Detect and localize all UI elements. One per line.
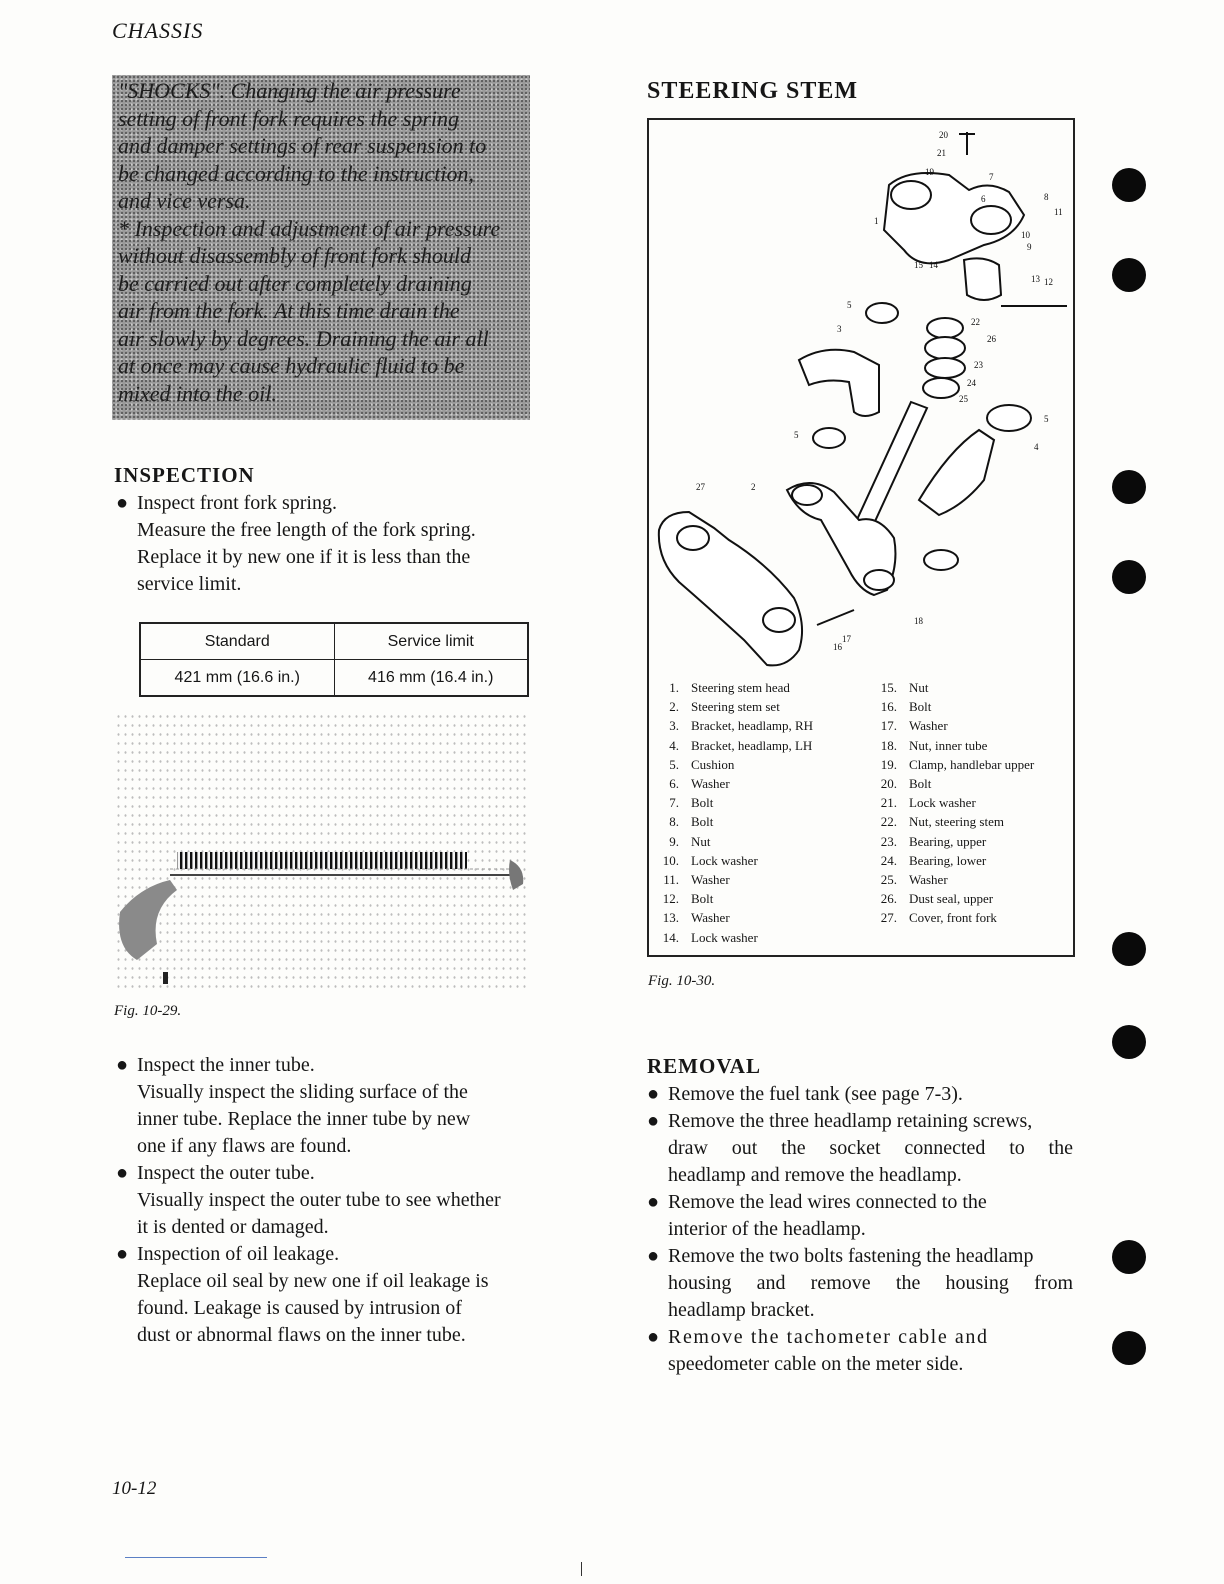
callout-16: 16	[833, 642, 842, 652]
list-item-body: dust or abnormal flaws on the inner tube.	[137, 1324, 466, 1346]
legend-item: 24. Bearing, lower	[880, 852, 987, 868]
legend-item: 12. Bolt	[662, 891, 714, 907]
fork-spring	[177, 852, 467, 869]
legend-item: 17. Washer	[880, 718, 948, 734]
callout-22: 22	[971, 317, 980, 327]
legend-item: 7. Bolt	[669, 795, 714, 811]
legend-item: 21. Lock washer	[880, 795, 976, 811]
callout-23: 23	[974, 360, 983, 370]
list-item-body: headlamp bracket.	[668, 1299, 815, 1321]
cushion	[813, 428, 845, 448]
legend-item: 6. Washer	[669, 776, 730, 792]
caliper-tip	[509, 860, 523, 890]
callout-2: 2	[751, 482, 756, 492]
legend-item: 5. Cushion	[669, 756, 735, 772]
list-item-body: one if any flaws are found.	[137, 1135, 352, 1157]
binding-hole-mark	[1112, 932, 1146, 966]
bullet-icon: ●	[647, 1326, 661, 1348]
note-line: air from the fork. At this time drain the	[118, 298, 460, 323]
bullet-icon: ●	[116, 1243, 129, 1265]
note-line: without disassembly of front fork should	[118, 243, 472, 268]
list-item: ● Inspect the inner tube.	[112, 1052, 552, 1079]
legend-item: 11. Washer	[663, 872, 730, 888]
callout-25: 25	[959, 394, 968, 404]
legend-item: 3. Bracket, headlamp, RH	[669, 718, 814, 734]
bullet-icon: ●	[647, 1110, 660, 1132]
air-pressure-note	[112, 75, 530, 420]
binding-hole-mark	[1112, 470, 1146, 504]
figure-caption: Fig. 10-30.	[648, 973, 716, 989]
legend-item: 20. Bolt	[880, 776, 932, 792]
removal-heading: REMOVAL	[647, 1054, 761, 1078]
figure-caption: Fig. 10-29.	[114, 1003, 182, 1019]
list-item-body: Visually inspect the sliding surface of the	[137, 1081, 468, 1103]
binding-hole-mark	[1112, 168, 1146, 202]
legend-item: 1. Steering stem head	[669, 680, 790, 695]
binding-hole-mark	[1112, 1025, 1146, 1059]
steering-stem-diagram	[647, 118, 1075, 957]
list-item: ● Remove the two bolts fastening the headlamp	[643, 1243, 1073, 1270]
callout-27: 27	[696, 482, 705, 492]
bullet-icon: ●	[116, 1054, 129, 1076]
legend-item: 25. Washer	[880, 872, 948, 888]
list-item-body: service limit.	[137, 573, 242, 595]
list-item-body: inner tube. Replace the inner tube by new	[137, 1108, 471, 1130]
binding-hole-mark	[1112, 258, 1146, 292]
list-item-body: interior of the headlamp.	[668, 1218, 866, 1240]
legend-item: 13. Washer	[662, 910, 730, 926]
spring-measurement-photo	[115, 712, 530, 992]
spring-photo-drawing	[115, 712, 530, 992]
bullet-icon: ●	[647, 1083, 660, 1105]
cushion	[924, 550, 958, 570]
note-line: "SHOCKS". Changing the air pressure	[118, 78, 461, 103]
callout-5c: 5	[794, 430, 799, 440]
list-item: ● Remove the tachometer cable and	[643, 1324, 1073, 1351]
note-line: be changed according to the instruction,	[118, 160, 475, 186]
note-line: mixed into the oil.	[118, 380, 277, 406]
bullet-icon: ●	[647, 1245, 660, 1267]
list-item: ● Remove the lead wires connected to the	[643, 1189, 1073, 1216]
note-line: be carried out after completely draining	[118, 270, 472, 296]
legend-item: 4. Bracket, headlamp, LH	[669, 737, 813, 753]
inspection-spring-item	[112, 490, 542, 598]
note-line: and damper settings of rear suspension to	[118, 133, 487, 158]
callout-5b: 5	[1044, 414, 1049, 424]
list-item-body: Visually inspect the outer tube to see whether	[137, 1189, 501, 1211]
callout-6: 6	[981, 194, 986, 204]
table-cell-standard: 421 mm (16.6 in.)	[140, 660, 334, 697]
binding-hole-mark	[1112, 1240, 1146, 1274]
page-number: 10-12	[112, 1478, 157, 1499]
table-row	[140, 660, 528, 697]
list-item-body: Replace oil seal by new one if oil leakage is	[137, 1270, 489, 1292]
bullet-icon: ●	[116, 492, 129, 514]
list-item: ● Remove the three headlamp retaining screws,	[643, 1108, 1073, 1135]
legend-item: 9. Nut	[669, 833, 711, 849]
list-item-body: found. Leakage is caused by intrusion of	[137, 1297, 462, 1319]
scan-line	[125, 1557, 267, 1558]
note-line: at once may cause hydraulic fluid to be	[118, 353, 465, 378]
scan-mark	[581, 1562, 582, 1576]
cushion	[987, 405, 1031, 431]
legend-right	[871, 678, 1071, 928]
list-item-body: Replace it by new one if it is less than the	[137, 546, 471, 568]
list-item: ● Inspect front fork spring.	[112, 490, 542, 517]
note-line: setting of front fork requires the spring	[118, 105, 459, 131]
callout-3: 3	[837, 324, 842, 334]
callout-7: 7	[989, 172, 994, 182]
stem-head-boss	[964, 258, 1001, 300]
legend-item: 2. Steering stem set	[669, 699, 780, 715]
note-line: * Inspection and adjustment of air pressure	[118, 215, 501, 241]
note-line: air slowly by degrees. Draining the air all	[118, 325, 489, 351]
legend-item: 14. Lock washer	[662, 929, 758, 945]
list-item-body: draw out the socket connected to the	[668, 1137, 1073, 1159]
binding-hole-mark	[1112, 560, 1146, 594]
table-header-service-limit: Service limit	[334, 623, 528, 660]
section-header: CHASSIS	[112, 18, 204, 43]
callout-26: 26	[987, 334, 996, 344]
legend-item: 23. Bearing, upper	[880, 833, 987, 849]
callout-21: 21	[937, 148, 946, 158]
callout-9: 9	[1027, 242, 1032, 252]
callout-20: 20	[939, 130, 948, 140]
list-item: ● Inspect the outer tube.	[112, 1160, 552, 1187]
legend-left	[653, 678, 863, 947]
callout-1: 1	[874, 216, 879, 226]
callout-4: 4	[1034, 442, 1039, 452]
callout-13: 13	[1031, 274, 1040, 284]
callout-12: 12	[1044, 277, 1053, 287]
list-item-body: speedometer cable on the meter side.	[668, 1353, 964, 1375]
spring-spec-table	[139, 622, 529, 697]
callout-24: 24	[967, 378, 976, 388]
binding-hole-mark	[1112, 1331, 1146, 1365]
note-line: and vice versa.	[118, 188, 251, 213]
legend-item: 16. Bolt	[880, 699, 932, 715]
legend-item: 18. Nut, inner tube	[880, 737, 988, 753]
list-item-body: it is dented or damaged.	[137, 1216, 329, 1238]
headlamp-bracket-rh	[799, 350, 879, 416]
list-item-body: headlamp and remove the headlamp.	[668, 1164, 962, 1186]
callout-15: 15	[914, 260, 923, 270]
cushion	[866, 303, 898, 323]
list-item: ● Inspection of oil leakage.	[112, 1241, 552, 1268]
callout-18: 18	[914, 616, 923, 626]
legend-item: 19. Clamp, handlebar upper	[880, 756, 1035, 772]
legend-item: 15. Nut	[880, 680, 929, 695]
table-header-row	[140, 623, 528, 660]
callout-8: 8	[1044, 192, 1049, 202]
callout-5: 5	[847, 300, 852, 310]
callout-17: 17	[842, 634, 851, 644]
callout-11: 11	[1054, 207, 1063, 217]
table-header-standard: Standard	[140, 623, 334, 660]
legend-item: 10. Lock washer	[662, 852, 758, 868]
list-item-body: Measure the free length of the fork spring.	[137, 519, 476, 541]
steering-stem-tube	[855, 402, 927, 530]
removal-list	[643, 1081, 1073, 1378]
steering-stem-heading: STEERING STEM	[647, 78, 859, 104]
bullet-icon: ●	[647, 1191, 660, 1213]
exploded-view-drawing	[649, 120, 1073, 675]
table-cell-service-limit: 416 mm (16.4 in.)	[334, 660, 528, 697]
headlamp-bracket-lh	[919, 430, 994, 515]
callout-14: 14	[929, 260, 938, 270]
legend-item: 27. Cover, front fork	[880, 910, 997, 926]
list-item: ● Remove the fuel tank (see page 7-3).	[643, 1081, 1073, 1108]
list-item-body: housing and remove the housing from	[668, 1272, 1073, 1294]
note-text	[118, 77, 526, 407]
inspection-list	[112, 1052, 552, 1349]
inspection-heading: INSPECTION	[114, 463, 255, 487]
callout-19: 19	[925, 167, 934, 177]
callout-10: 10	[1021, 230, 1030, 240]
legend-item: 22. Nut, steering stem	[880, 814, 1004, 830]
legend-item: 26. Dust seal, upper	[880, 891, 994, 907]
bullet-icon: ●	[116, 1162, 129, 1184]
legend-item: 8. Bolt	[669, 814, 714, 830]
hand-left	[119, 880, 177, 960]
